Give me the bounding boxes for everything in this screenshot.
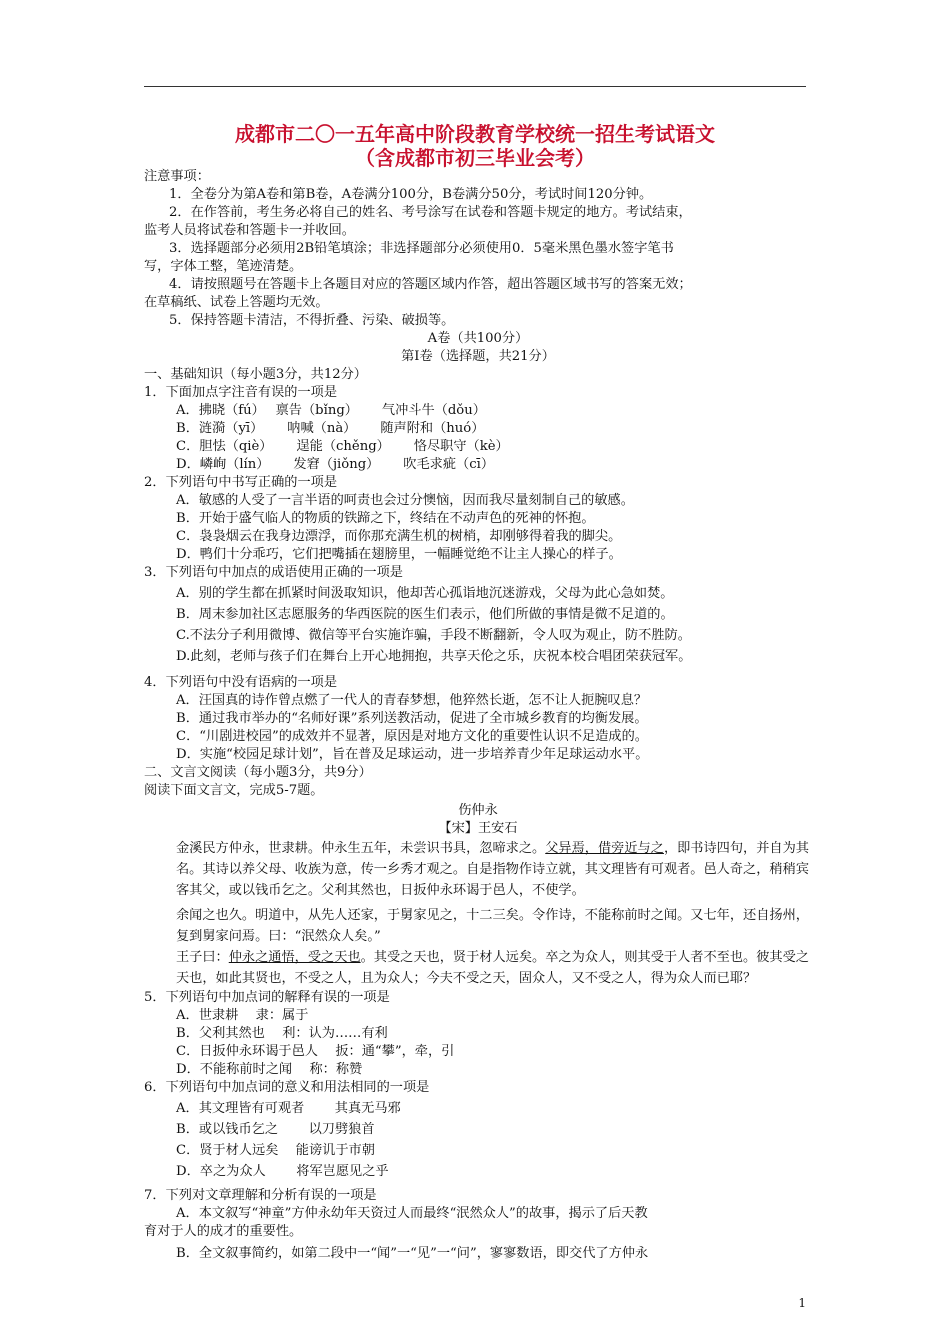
q4-option-b: B．通过我市举办的“名师好课”系列送教活动，促进了全市城乡教育的均衡发展。 — [176, 711, 648, 726]
note-3a: 3．选择题部分必须用2B铅笔填涂；非选择题部分必须使用0．5毫米黑色墨水签字笔书 — [169, 241, 674, 256]
note-5: 5．保持答题卡清洁，不得折叠、污染、破损等。 — [169, 313, 455, 328]
q6-option-d: D．卒之为众人 将军岂愿见之乎 — [176, 1164, 389, 1179]
part-1-heading: 第Ⅰ卷（选择题，共21分） — [401, 349, 555, 364]
q7-stem: 7．下列对文章理解和分析有误的一项是 — [144, 1188, 377, 1203]
q7-option-b-line1: B．全文叙事简约，如第二段中一“闻”一“见”一“问”，寥寥数语，即交代了方仲永 — [176, 1246, 649, 1261]
section-2-heading: 二、文言文阅读（每小题3分，共9分） — [144, 765, 372, 780]
q4-option-a: A．汪国真的诗作曾点燃了一代人的青春梦想，他猝然长逝，怎不让人扼腕叹息？ — [176, 693, 648, 708]
essay-p1-underlined: 父异焉，借旁近与之 — [545, 841, 664, 856]
exam-body — [144, 168, 812, 1263]
q2-option-c: C．袅袅烟云在我身边漂浮，而你那充满生机的树梢，却刚够得着我的脚尖。 — [176, 529, 622, 544]
q1-option-c: C．胆怯（qiè） 逞能（chěng） 恪尽职守（kè） — [176, 439, 509, 454]
q7-option-a-line1: A．本文叙写“神童”方仲永幼年天资过人而最终“泯然众人”的故事，揭示了后天教 — [176, 1206, 648, 1221]
q2-option-d: D．鸭们十分乖巧，它们把嘴插在翅膀里，一幅睡觉绝不让主人操心的样子。 — [176, 547, 622, 562]
essay-p3-underlined: 仲永之通悟，受之天也 — [228, 950, 361, 965]
q5-option-b: B．父利其然也 利：认为……有利 — [176, 1026, 388, 1041]
q3-option-d: D.此刻，老师与孩子们在舞台上开心地拥抱，共享天伦之乐，庆祝本校合唱团荣获冠军。 — [176, 649, 692, 664]
essay-p3-text-a: 王子曰： — [176, 950, 229, 965]
q6-option-b: B．或以钱币乞之 以刀劈狼首 — [176, 1122, 375, 1137]
q6-stem: 6．下列语句中加点词的意义和用法相同的一项是 — [144, 1080, 430, 1095]
q4-option-d: D．实施“校园足球计划”，旨在普及足球运动，进一步培养青少年足球运动水平。 — [176, 747, 649, 762]
note-2a: 2．在作答前，考生务必将自己的姓名、考号涂写在试卷和答题卡规定的地方。考试结束， — [169, 205, 692, 220]
q2-option-b: B．开始于盛气临人的物质的铁蹄之下，终结在不动声色的死神的怀抱。 — [176, 511, 595, 526]
q4-stem: 4．下列语句中没有语病的一项是 — [144, 675, 338, 690]
essay-paragraph-2: 余闻之也久。明道中，从先人还家，于舅家见之，十二三矣。令作诗，不能称前时之闻。又七年，还自扬州，复到舅家问焉。曰：“泯然众人矣。” — [176, 908, 809, 944]
essay-p3-text-b: 。其受之天也，贤于材人远矣。卒之为众人，则其受于人者不至也。彼其受之天也，如此其贤也，不受之人，且为众人；今夫不受之天，固众人，又不受之人，得为众人而已耶？ — [176, 950, 809, 986]
q1-stem: 1．下面加点字注音有误的一项是 — [144, 385, 338, 400]
q7-option-a-line2: 育对于人的成才的重要性。 — [144, 1224, 303, 1239]
q5-option-c: C．日扳仲永环谒于邑人 扳：通“攀”，牵，引 — [176, 1044, 455, 1059]
essay-title: 伤仲永 — [458, 803, 498, 818]
q5-option-a: A．世隶耕 隶：属于 — [176, 1008, 309, 1023]
essay-p1-text-a: 金溪民方仲永，世隶耕。仲永生五年，未尝识书具，忽啼求之。 — [176, 841, 546, 856]
q1-option-b: B．涟漪（yī） 呐喊（nà） 随声附和（huó） — [176, 421, 485, 436]
essay-paragraph-3 — [144, 947, 812, 989]
q6-option-a: A．其文理皆有可观者 其真无马邪 — [176, 1101, 401, 1116]
essay-paragraph-1 — [144, 838, 812, 901]
exam-subtitle: （含成都市初三毕业会考） — [355, 146, 595, 170]
reading-instruction: 阅读下面文言文，完成5-7题。 — [144, 783, 324, 798]
note-2b: 监考人员将试卷和答题卡一并收回。 — [144, 223, 355, 238]
exam-title: 成都市二〇一五年高中阶段教育学校统一招生考试语文 — [235, 122, 715, 146]
notes-heading: 注意事项： — [144, 169, 210, 184]
note-4b: 在草稿纸、试卷上答题均无效。 — [144, 295, 329, 310]
q3-option-c: C.不法分子利用微博、微信等平台实施诈骗，手段不断翻新，令人叹为观止，防不胜防。 — [176, 628, 691, 643]
volume-a-heading: A卷（共100分） — [427, 331, 529, 346]
q2-stem: 2．下列语句中书写正确的一项是 — [144, 475, 338, 490]
note-3b: 写，字体工整，笔迹清楚。 — [144, 259, 303, 274]
q1-option-a: A．拂晓（fú） 禀告（bǐng） 气冲斗牛（dǒu） — [176, 403, 486, 418]
q5-option-d: D．不能称前时之闻 称：称赞 — [176, 1062, 363, 1077]
q1-option-d: D．嶙峋（lín） 发窘（jiǒng） 吹毛求疵（cī） — [176, 457, 495, 472]
q4-option-c: C．“川剧进校园”的成效并不显著，原因是对地方文化的重要性认识不足造成的。 — [176, 729, 648, 744]
q3-stem: 3．下列语句中加点的成语使用正确的一项是 — [144, 565, 403, 580]
page-number: 1 — [798, 1296, 806, 1310]
section-1-heading: 一、基础知识（每小题3分，共12分） — [144, 367, 367, 382]
q3-option-b: B．周末参加社区志愿服务的华西医院的医生们表示，他们所做的事情是微不足道的。 — [176, 607, 674, 622]
q2-option-a: A．敏感的人受了一言半语的呵责也会过分懊恼，因而我尽量刻制自己的敏感。 — [176, 493, 634, 508]
q6-option-c: C．贤于材人远矣 能谤讥于市朝 — [176, 1143, 375, 1158]
essay-p1-text-b: ，即书诗四句，并自为其名。其诗以养父母、收族为意，传一乡秀才观之。自是指物作诗立就，其文理皆有可观者。邑人奇之，稍稍宾客其父，或以钱币乞之。父利其然也，日扳仲永环谒于邑人，不使学。 — [176, 841, 809, 898]
q5-stem: 5．下列语句中加点词的解释有误的一项是 — [144, 990, 390, 1005]
note-4a: 4．请按照题号在答题卡上各题目对应的答题区域内作答，超出答题区域书写的答案无效； — [169, 277, 692, 292]
essay-author: 【宋】王安石 — [438, 821, 518, 836]
note-1: 1．全卷分为第A卷和第B卷，A卷满分100分，B卷满分50分，考试时间120分钟。 — [169, 187, 653, 202]
header-rule — [144, 86, 806, 87]
q3-option-a: A．别的学生都在抓紧时间汲取知识，他却苦心孤诣地沉迷游戏，父母为此心急如焚。 — [176, 586, 674, 601]
